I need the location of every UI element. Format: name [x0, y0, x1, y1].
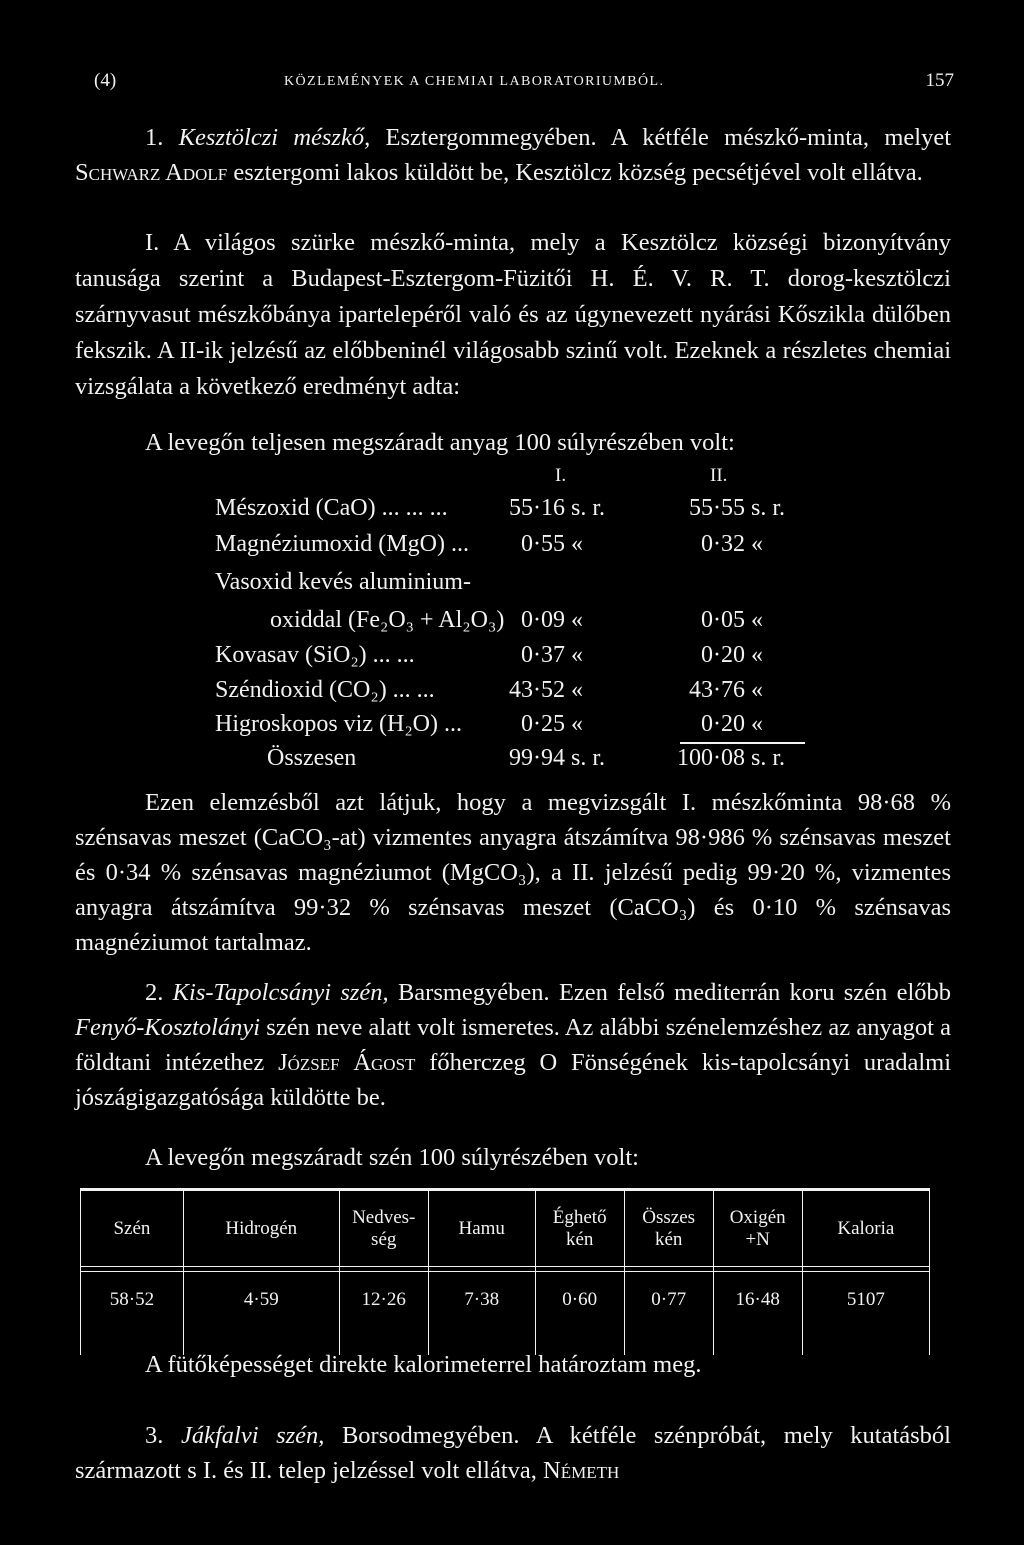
column-header-ii: II.: [710, 465, 728, 486]
section2-title: Kis-Tapolcsányi szén,: [172, 979, 389, 1006]
header-cell: Nedves-ség: [339, 1190, 428, 1267]
value-i: 0·37: [521, 642, 565, 668]
row-label: oxiddal (Fe₂O₃ + Al₂O₃): [270, 607, 505, 633]
value-i: 55·16: [509, 495, 565, 521]
section1-number: 1.: [145, 124, 179, 151]
total-unit-ii: s. r.: [751, 745, 786, 771]
value-cell: 5107: [802, 1272, 929, 1328]
value-ii: 55·55: [689, 495, 745, 521]
table-row: [215, 569, 815, 603]
section2-paragraph: [75, 975, 951, 1115]
section3-text: Borsodmegyében. A kétféle szénpróbát, mely kutatásból származott s I. és II. telep jelzéssel volt ellátva,: [75, 1422, 951, 1484]
value-cell: 4·59: [183, 1272, 339, 1328]
table-header-row: [81, 1190, 930, 1267]
value-ii: 0·20: [701, 711, 745, 737]
row-label: Mészoxid (CaO) ... ... ...: [215, 495, 448, 521]
section2-person: József Ágost: [278, 1049, 416, 1076]
table-row: [215, 677, 815, 711]
conclusion-paragraph: Ezen elemzésből azt látjuk, hogy a megvizsgált I. mészkőminta 98·68 % szénsavas meszet (CaCO₃-at) vizmentes anyagra átszámítva 98·986 % szénsavas meszet és 0·34 % szénsavas magnéziumot (MgCO₃), a II. jelzésű pedig 99·20 %, vizmentes anyagra átszámítva 99·32 % szénsavas meszet (CaCO₃) és 0·10 % szénsavas magnéziumot tartalmaz.: [75, 789, 951, 956]
value-i: 0·55: [521, 531, 565, 557]
section1-title-rest: Esztergommegyében. A kétféle mészkő-minta, melyet: [370, 124, 952, 151]
unit-ii: «: [751, 607, 763, 633]
value-cell: 0·77: [624, 1272, 713, 1328]
section1-person: Schwarz Adolf: [75, 159, 228, 186]
row-label: Kovasav (SiO₂) ... ...: [215, 642, 415, 668]
section1-table-intro: A levegőn teljesen megszáradt anyag 100 súlyrészében volt:: [145, 429, 735, 456]
section2-number: 2.: [145, 979, 173, 1006]
row-label: Vasoxid kevés aluminium-: [215, 569, 471, 595]
value-ii: 0·32: [701, 531, 745, 557]
value-ii: 0·05: [701, 607, 745, 633]
header-cell: Hidrogén: [183, 1190, 339, 1267]
unit-i: s. r.: [571, 495, 606, 521]
value-cell: 16·48: [713, 1272, 802, 1328]
section3-number: 3.: [145, 1422, 181, 1449]
value-ii: 0·20: [701, 642, 745, 668]
row-label: Magnéziumoxid (MgO) ...: [215, 531, 469, 557]
unit-ii: «: [751, 711, 763, 737]
sum-rule: [680, 742, 805, 744]
page-number: 157: [925, 70, 954, 91]
section2-text-end: főherczeg O Fönségének kis-tapolcsányi uradalmi jószágigazgatósága küldötte be.: [75, 1049, 952, 1111]
value-i: 43·52: [509, 677, 565, 703]
section1-description: I. A világos szürke mészkő-minta, mely a Kesztölcz községi bizonyítvány tanusága szerint a Budapest-Esztergom-Füzitői H. É. V. R. T. dorog-kesztölczi szárnyvasut mészkőbánya ipartelepéről való és az úgynevezett nyárási Kőszikla dülőben fekszik. A II-ik jelzésű az előbbeninél világosabb szinű volt. Ezeknek a részletes chemiai vizsgálata a következő eredményt adta:: [75, 229, 951, 400]
value-cell: 58·52: [81, 1272, 184, 1328]
section2-text-rest: szén neve alatt volt ismeretes. Az alábbi szénelemzéshez az anyagot a földtani intézethez: [75, 1014, 951, 1076]
row-label: Széndioxid (CO₂) ... ...: [215, 677, 435, 703]
section2-table-intro: A levegőn megszáradt szén 100 súlyrészében volt:: [145, 1144, 639, 1171]
total-value-i: 99·94: [509, 745, 565, 771]
header-left-number: (4): [94, 70, 117, 91]
value-ii: 43·76: [689, 677, 745, 703]
section2-title-rest: Barsmegyében. Ezen felső mediterrán koru szén előbb: [388, 979, 951, 1006]
column-header-i: I.: [555, 465, 567, 486]
header-cell: Szén: [81, 1190, 184, 1267]
table-row: [215, 642, 815, 676]
value-i: 0·25: [521, 711, 565, 737]
section3-title: Jákfalvi szén,: [180, 1422, 325, 1449]
header-cell: Éghető kén: [535, 1190, 624, 1267]
table-row: [215, 531, 815, 565]
running-header: [94, 70, 954, 100]
unit-ii: «: [751, 642, 763, 668]
unit-ii: s. r.: [751, 495, 786, 521]
unit-ii: «: [751, 531, 763, 557]
table-row: [215, 495, 815, 529]
value-cell: 0·60: [535, 1272, 624, 1328]
total-label: Összesen: [267, 745, 357, 771]
unit-i: «: [571, 607, 583, 633]
section1-title: Kesztölczi mészkő,: [178, 124, 371, 151]
value-cell: 7·38: [428, 1272, 535, 1328]
header-title: KÖZLEMÉNYEK A CHEMIAI LABORATORIUMBÓL.: [284, 74, 665, 89]
section1-intro-rest: esztergomi lakos küldött be, Kesztölcz község pecsétjével volt ellátva.: [227, 159, 923, 186]
value-i: 0·09: [521, 607, 565, 633]
table-row: [81, 1272, 930, 1328]
header-cell: Kaloria: [802, 1190, 929, 1267]
section1-intro: [75, 120, 951, 190]
calorimeter-note: A fütőképességet direkte kalorimeterrel határoztam meg.: [145, 1351, 702, 1378]
unit-i: «: [571, 711, 583, 737]
unit-i: «: [571, 531, 583, 557]
total-row: [215, 745, 815, 779]
table-row: [215, 607, 815, 641]
total-value-ii: 100·08: [677, 745, 745, 771]
section3-person: Németh: [543, 1457, 620, 1484]
unit-ii: «: [751, 677, 763, 703]
unit-i: «: [571, 642, 583, 668]
section3-paragraph: [75, 1418, 951, 1488]
composition-table-header: [215, 465, 815, 499]
section2-alt-name: Fenyő-Kosztolányi: [75, 1014, 261, 1041]
header-cell: Hamu: [428, 1190, 535, 1267]
row-label: Higroskopos viz (H₂O) ...: [215, 711, 463, 737]
unit-i: «: [571, 677, 583, 703]
total-unit-i: s. r.: [571, 745, 606, 771]
value-cell: 12·26: [339, 1272, 428, 1328]
header-cell: Összes kén: [624, 1190, 713, 1267]
coal-analysis-table: [80, 1188, 930, 1355]
header-cell: Oxigén +N: [713, 1190, 802, 1267]
table-row: [215, 711, 815, 745]
